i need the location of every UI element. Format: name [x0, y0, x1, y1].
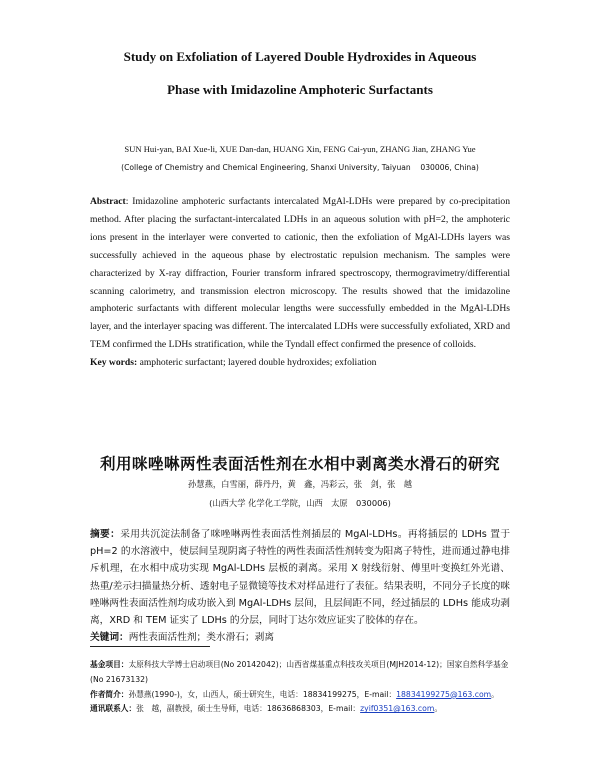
english-abstract	[90, 193, 510, 372]
english-affiliation: (College of Chemistry and Chemical Engineering, Shanxi University, Taiyuan 030006, China)	[121, 163, 479, 172]
footnote-divider	[90, 646, 210, 647]
author-label: 作者简介：	[90, 689, 129, 699]
author-email-link[interactable]: 18834199275@163.com	[396, 689, 492, 699]
author-end: 。	[491, 689, 499, 699]
footnotes	[90, 658, 510, 717]
english-keywords-label: Key words:	[90, 357, 138, 369]
chinese-title: 利用咪唑啉两性表面活性剂在水相中剥离类水滑石的研究	[99, 455, 500, 473]
fund-text: 太原科技大学博士启动项目(No 20142042)；山西省煤基重点科技攻关项目(MJH2014-12)；国家自然科学基金(No 21673132)	[90, 660, 509, 684]
english-title-line-2: Phase with Imidazoline Amphoteric Surfactants	[167, 82, 433, 97]
author-text: 孙慧燕(1990-)，女，山西人，硕士研究生，电话：18834199275，E-mail：	[128, 689, 397, 699]
fund-note	[90, 658, 510, 688]
fund-label: 基金项目：	[90, 660, 129, 669]
chinese-keywords-label: 关键词：	[90, 632, 129, 644]
english-title-line-1: Study on Exfoliation of Layered Double Hydroxides in Aqueous	[123, 49, 477, 64]
english-abstract-label: Abstract	[90, 196, 126, 207]
contact-text: 张 越，副教授，硕士生导师，电话：18636868303，E-mail：	[136, 704, 361, 714]
contact-end: 。	[434, 704, 443, 714]
english-abstract-colon: :	[125, 196, 133, 207]
contact-email-link[interactable]: zyif0351@163.com	[360, 704, 435, 714]
author-note	[90, 688, 510, 703]
chinese-abstract-label: 摘要：	[90, 529, 121, 540]
english-keywords-text: amphoteric surfactant; layered double hydroxides; exfoliation	[139, 357, 377, 369]
contact-label: 通讯联系人：	[90, 704, 137, 714]
chinese-abstract-text: 采用共沉淀法制备了咪唑啉两性表面活性剂插层的 MgAl-LDHs。再将插层的 LDHs 置于 pH=2 的水溶液中，使层间呈现阴离子特性的两性表面活性剂转变为阳离子特性，进而通过静电排斥机理，在水相中成功实现 MgAl-LDHs 层板的剥离。采用 X 射线衍射、傅里叶变换红外光谱、热重/差示扫描量热分析、透射电子显微镜等技术对样品进行了表征。结果表明，不同分子长度的咪唑啉两性表面活性剂均成功嵌入到 MgAl-LDHs 层间，且层间距不同，经过插层的 LDHs 能成功剥离，XRD 和 TEM 证实了 LDHs 的分层，同时丁达尔效应证实了胶体的存在。	[90, 529, 511, 627]
contact-note	[90, 702, 510, 717]
chinese-keywords-text: 两性表面活性剂；类水滑石；剥离	[128, 632, 275, 644]
chinese-abstract	[90, 526, 510, 646]
english-abstract-text: Imidazoline amphoteric surfactants intercalated MgAl-LDHs were prepared by co-precipitation method. After placing the surfactant-intercalated LDHs in an aqueous solution with pH=2, the amphoteric ions present in the interlayer were converted to cationic, then the exfoliation of MgAl-LDHs layers was successfully achieved in the aqueous phase by electrostatic repulsion mechanism. The samples were characterized by X-ray diffraction, Fourier transform infrared spectroscopy, thermogravimetry/differential scanning calorimetry, and transmission electron microscopy. The results showed that the imidazoline amphoteric surfactants with different molecular lengths were successfully embedded in the MgAl-LDHs layer, and the interlayer spacing was different. The intercalated LDHs were successfully exfoliated, XRD and TEM confirmed the LDHs stratification, while the Tyndall effect confirmed the presence of colloids.	[90, 196, 510, 351]
english-authors: SUN Hui-yan, BAI Xue-li, XUE Dan-dan, HUANG Xin, FENG Cai-yun, ZHANG Jian, ZHANG Yue	[124, 144, 476, 154]
chinese-authors: 孙慧燕，白雪丽，薛丹丹，黄 鑫，冯彩云，张 剑，张 越	[187, 479, 413, 489]
chinese-affiliation: (山西大学 化学化工学院，山西 太原 030006)	[209, 498, 391, 508]
